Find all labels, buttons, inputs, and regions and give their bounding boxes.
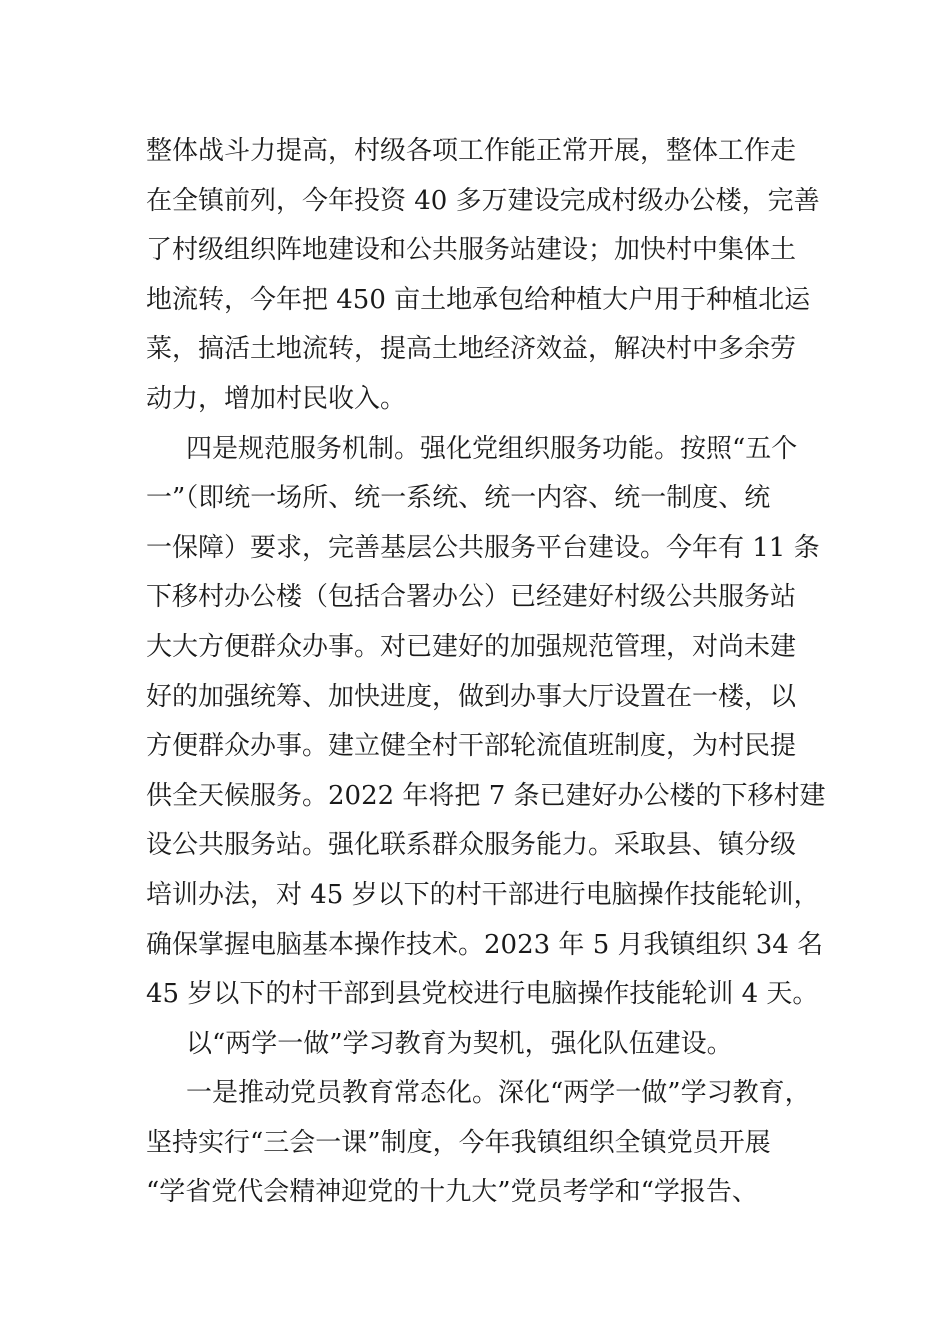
- text-line: 整体战斗力提高，村级各项工作能正常开展，整体工作走: [146, 136, 797, 166]
- text-line: 设公共服务站。强化联系群众服务能力。采取县、镇分级: [146, 830, 797, 861]
- paragraph-first-line: 以“两学一做”学习教育为契机，强化队伍建设。: [186, 1028, 733, 1059]
- paragraph-first-line: 四是规范服务机制。强化党组织服务功能。按照“五个: [186, 433, 798, 464]
- text-line: 好的加强统筹、加快进度，做到办事大厅设置在一楼，以: [146, 681, 797, 712]
- text-line: 一”（即统一场所、统一系统、统一内容、统一制度、统: [146, 483, 771, 514]
- body-text: [146, 127, 826, 1218]
- text-line: 一保障）要求，完善基层公共服务平台建设。今年有 11 条: [146, 532, 820, 563]
- text-line: 下移村办公楼（包括合署办公）已经建好村级公共服务站: [146, 582, 797, 613]
- text-line: “学省党代会精神迎党的十九大”党员考学和“学报告、: [146, 1177, 758, 1208]
- text-line: 培训办法，对 45 岁以下的村干部进行电脑操作技能轮训，: [146, 879, 820, 910]
- text-line: 了村级组织阵地建设和公共服务站建设；加快村中集体土: [146, 235, 797, 266]
- text-line: 动力，增加村民收入。: [146, 383, 407, 414]
- text-line: 坚持实行“三会一课”制度，今年我镇组织全镇党员开展: [146, 1127, 771, 1158]
- text-line: 45 岁以下的村干部到县党校进行电脑操作技能轮训 4 天。: [146, 979, 819, 1010]
- text-line: 菜，搞活土地流转，提高土地经济效益，解决村中多余劳: [146, 334, 797, 365]
- text-line: 方便群众办事。建立健全村干部轮流值班制度，为村民提: [146, 731, 797, 762]
- text-line: 大大方便群众办事。对已建好的加强规范管理，对尚未建: [146, 631, 797, 662]
- text-line: 确保掌握电脑基本操作技术。2023 年 5 月我镇组织 34 名: [146, 929, 824, 960]
- text-line: 在全镇前列，今年投资 40 多万建设完成村级办公楼，完善: [146, 185, 820, 216]
- paragraph-first-line: 一是推动党员教育常态化。深化“两学一做”学习教育，: [186, 1078, 811, 1109]
- text-line: 供全天候服务。2022 年将把 7 条已建好办公楼的下移村建: [146, 780, 826, 811]
- text-line: 地流转，今年把 450 亩土地承包给种植大户用于种植北运: [146, 284, 811, 315]
